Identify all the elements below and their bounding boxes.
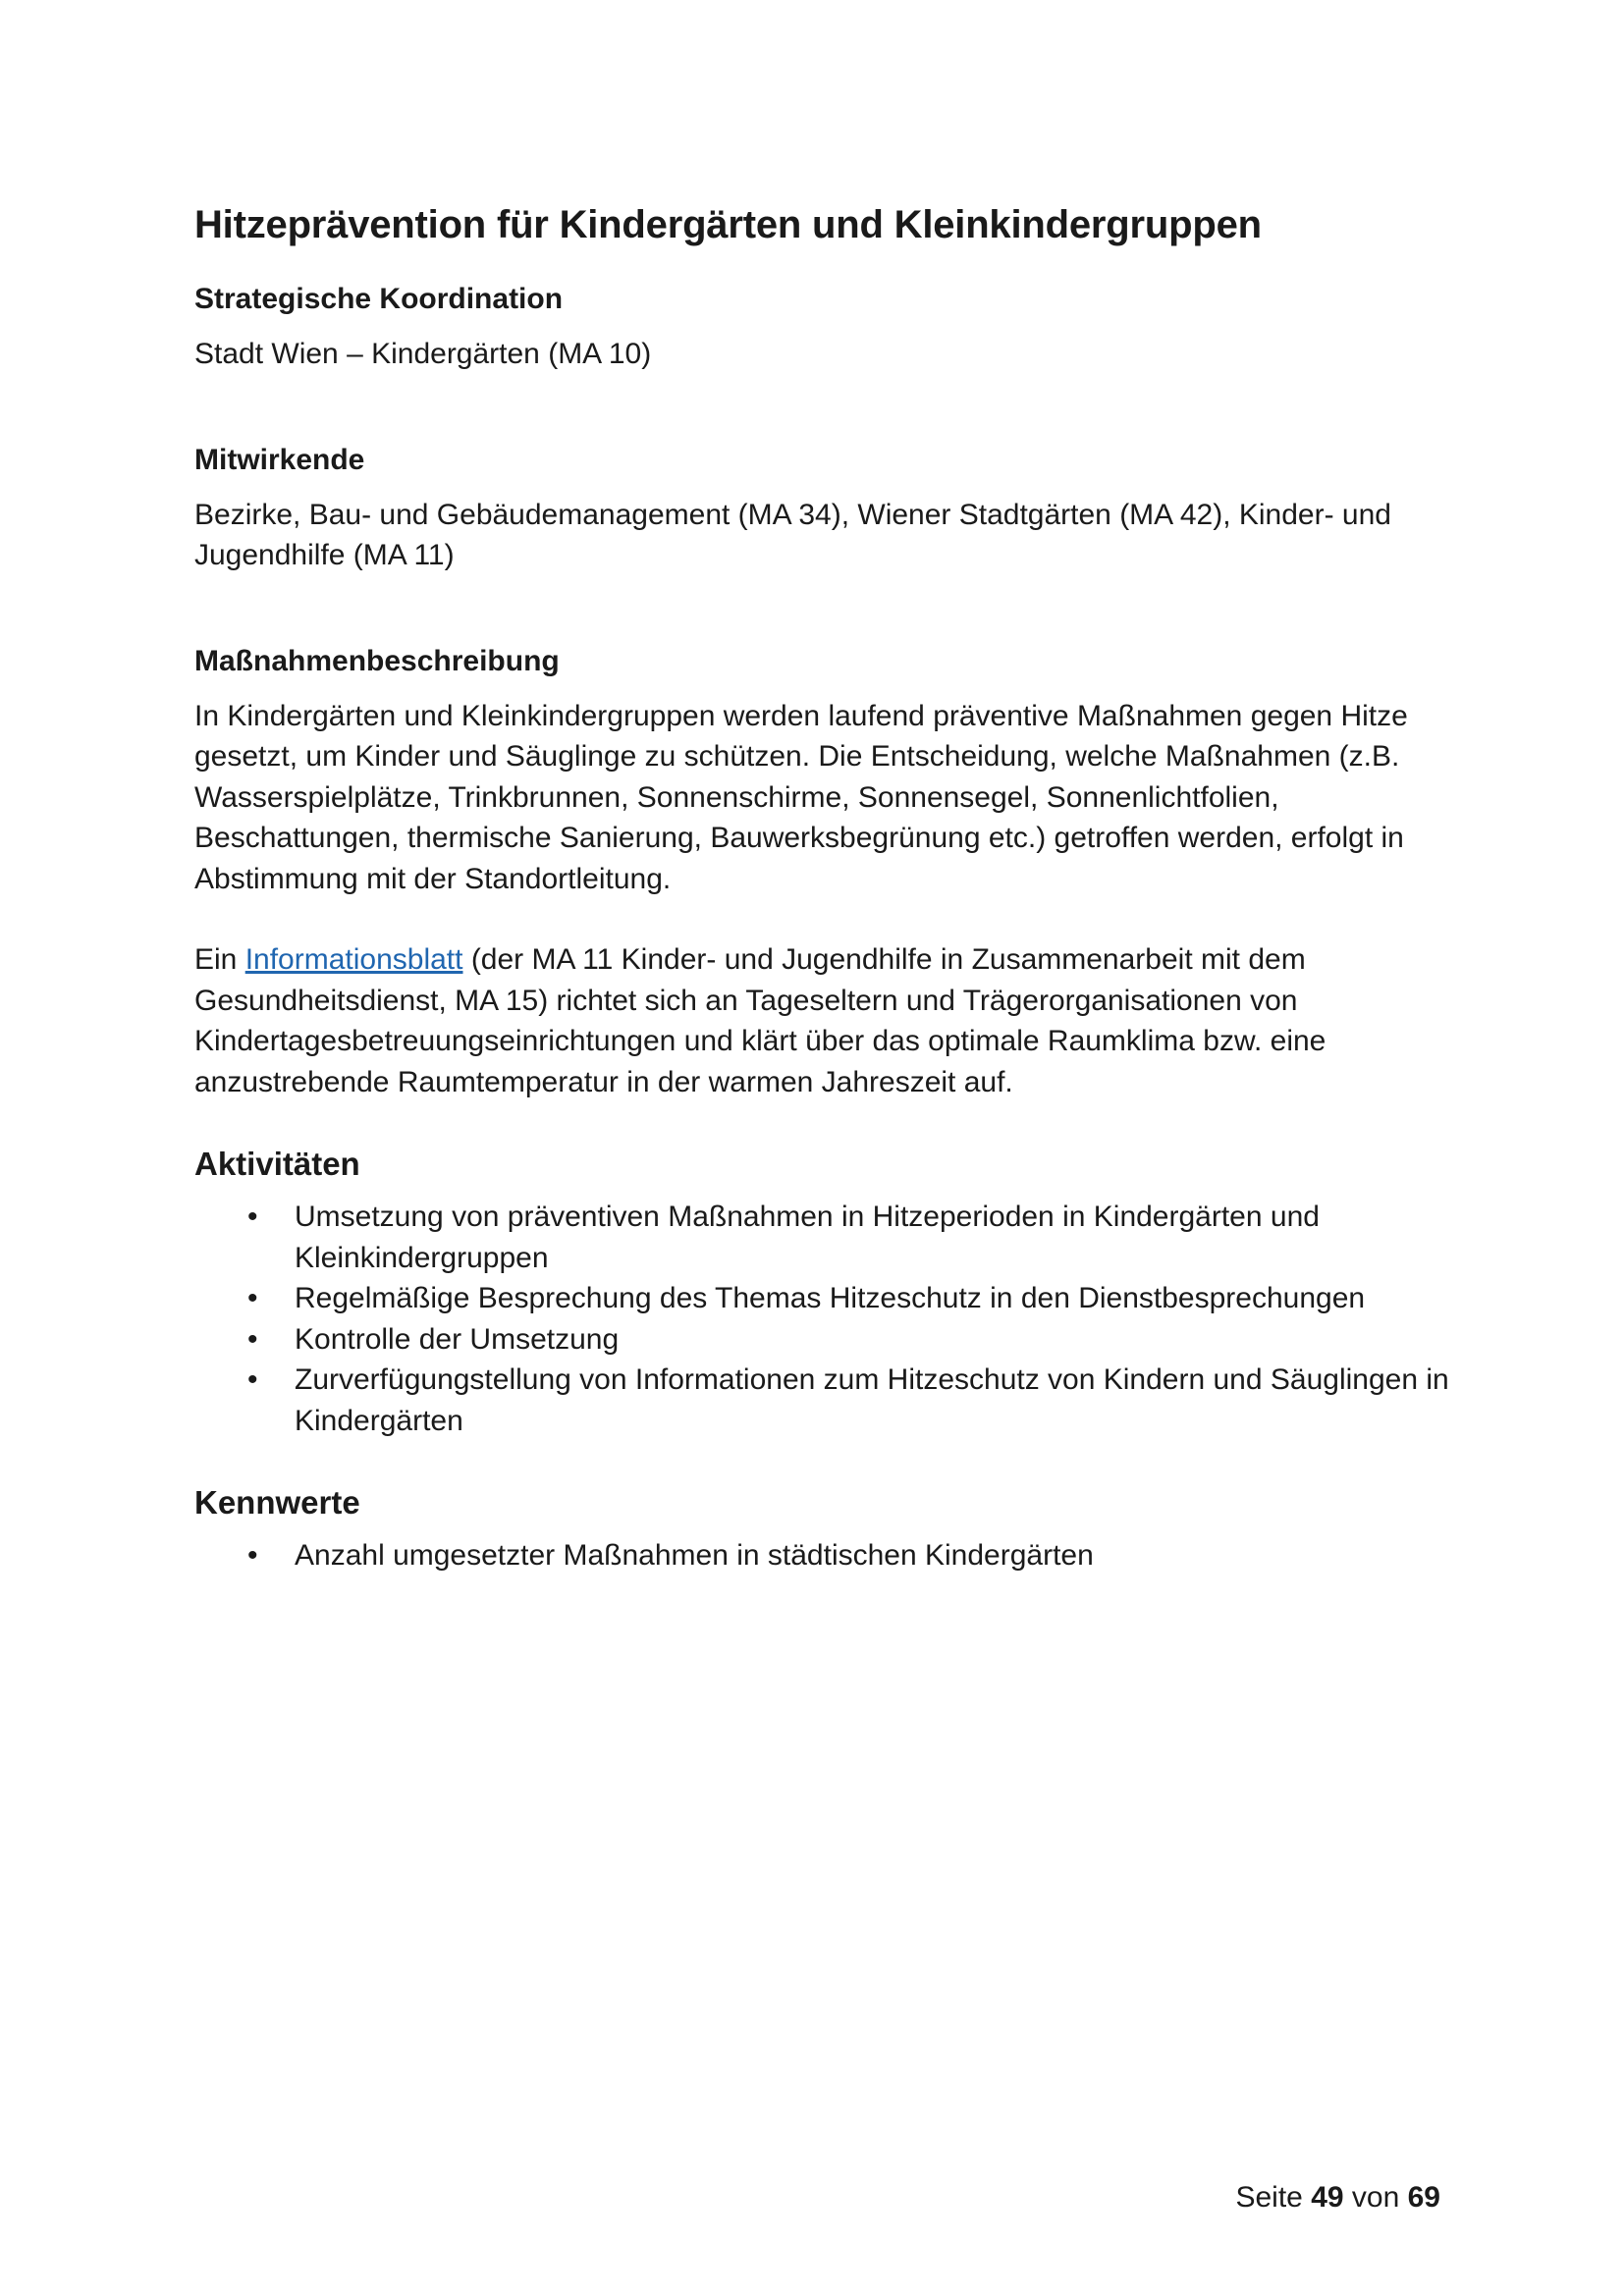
- list-item-text: Regelmäßige Besprechung des Themas Hitzeschutz in den Dienstbesprechungen: [295, 1282, 1366, 1314]
- page-number-middle: von: [1351, 2181, 1400, 2214]
- description-heading: Maßnahmenbeschreibung: [194, 644, 560, 677]
- page-title: Hitzeprävention für Kindergärten und Kleinkindergruppen: [194, 203, 1262, 246]
- indicators-heading: Kennwerte: [194, 1484, 360, 1521]
- list-item-text: Zurverfügungstellung von Informationen zum Hitzeschutz von Kindern und Säuglingen in Kindergärten: [295, 1363, 1449, 1437]
- page-number-total: 69: [1407, 2181, 1440, 2214]
- contributors-heading: Mitwirkende: [194, 443, 365, 476]
- list-item-text: Anzahl umgesetzter Maßnahmen in städtischen Kindergärten: [295, 1539, 1094, 1572]
- section-spacer: [194, 1102, 1451, 1142]
- list-item: [194, 1535, 1451, 1576]
- section-spacer: [194, 576, 1451, 641]
- section-spacer: [194, 375, 1451, 440]
- paragraph-2-prefix: Ein: [194, 943, 245, 976]
- description-paragraph-2: [194, 939, 1451, 1102]
- bullet-icon: •: [247, 1322, 258, 1356]
- bullet-icon: •: [247, 1539, 258, 1572]
- description-paragraph-1: In Kindergärten und Kleinkindergruppen werden laufend präventive Maßnahmen gegen Hitze gesetzt, um Kinder und Säuglinge zu schützen. Die Entscheidung, welche Maßnahmen (z.B. Wasserspielplätze, Trinkbrunnen, Sonnenschirme, Sonnensegel, Sonnenlichtfolien, Beschattungen, thermische Sanierung, Bauwerksbegrünung etc.) getroffen werden, erfolgt in Abstimmung mit der Standortleitung.: [194, 699, 1408, 895]
- bullet-icon: •: [247, 1363, 258, 1396]
- page-number-current: 49: [1311, 2181, 1344, 2214]
- activities-heading: Aktivitäten: [194, 1146, 360, 1182]
- paragraph-2-suffix: (der MA 11 Kinder- und Jugendhilfe in Zusammenarbeit mit dem Gesundheitsdienst, MA 15) richtet sich an Tageseltern und Trägerorganisationen von Kindertagesbetreuungseinrichtungen und klärt über das optimale Raumklima bzw. eine anzustrebende Raumtemperatur in der warmen Jahreszeit auf.: [194, 943, 1326, 1098]
- strategic-heading: Strategische Koordination: [194, 283, 564, 315]
- list-item: [194, 1278, 1451, 1319]
- activities-list: [194, 1197, 1451, 1441]
- list-item-text: Kontrolle der Umsetzung: [295, 1322, 620, 1356]
- bullet-icon: •: [247, 1282, 258, 1314]
- paragraph-spacer: [194, 899, 1451, 939]
- page-content: [194, 196, 1451, 1576]
- bullet-icon: •: [247, 1201, 258, 1233]
- strategic-text: Stadt Wien – Kindergärten (MA 10): [194, 338, 652, 370]
- contributors-text: Bezirke, Bau- und Gebäudemanagement (MA 34), Wiener Stadtgärten (MA 42), Kinder- und Jugendhilfe (MA 11): [194, 498, 1391, 571]
- indicators-list: [194, 1535, 1451, 1576]
- page-number-prefix: Seite: [1235, 2181, 1303, 2214]
- informationsblatt-link[interactable]: Informationsblatt: [244, 943, 463, 976]
- list-item-text: Umsetzung von präventiven Maßnahmen in Hitzeperioden in Kindergärten und Kleinkindergruppen: [295, 1201, 1320, 1274]
- list-item: [194, 1197, 1451, 1278]
- list-item: [194, 1319, 1451, 1361]
- list-item: [194, 1360, 1451, 1441]
- section-spacer: [194, 1441, 1451, 1480]
- page-number: [1235, 2177, 1440, 2218]
